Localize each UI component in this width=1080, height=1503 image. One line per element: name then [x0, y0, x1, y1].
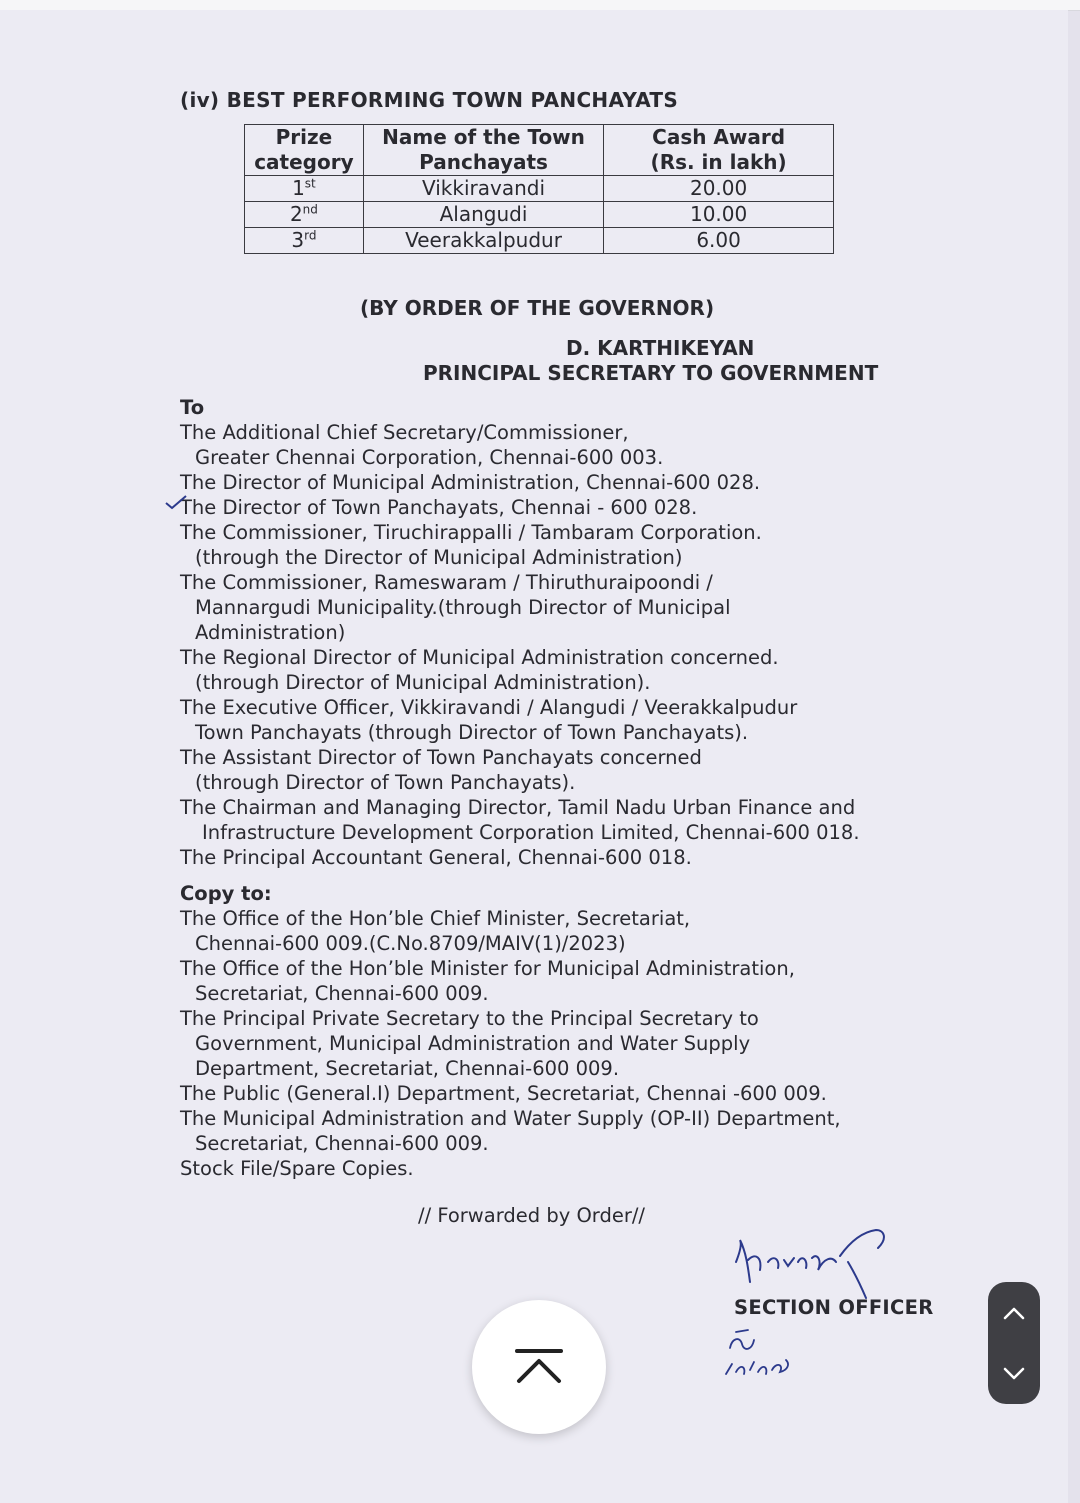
town-name-cell: Veerakkalpudur — [363, 228, 603, 254]
header-cash-award: Cash Award (Rs. in lakh) — [604, 125, 834, 176]
addressee-line: The Public (General.I) Department, Secretariat, Chennai -600 009. — [180, 1082, 827, 1105]
copy-to-addressees — [180, 881, 841, 1181]
table-header-row — [245, 125, 834, 176]
addressee-line: The Chairman and Managing Director, Tamil Nadu Urban Finance and — [180, 796, 856, 819]
addressee-line: Government, Municipal Administration and Water Supply — [195, 1032, 751, 1055]
addressee-line: The Additional Chief Secretary/Commissioner, — [180, 421, 629, 444]
to-addressees — [180, 395, 860, 870]
section-officer-label: SECTION OFFICER — [734, 1296, 934, 1319]
scroll-to-top-icon — [513, 1347, 565, 1387]
chevron-down-icon — [1003, 1367, 1025, 1381]
addressee-line: (through Director of Municipal Administration). — [195, 671, 651, 694]
addressee-line: Mannargudi Municipality.(through Director of Municipal — [195, 596, 731, 619]
town-name-cell: Vikkiravandi — [363, 176, 603, 202]
initials-and-date-mark — [722, 1326, 798, 1386]
town-name-cell: Alangudi — [363, 202, 603, 228]
prize-category-cell: 1st — [245, 176, 364, 202]
awards-table — [244, 124, 834, 254]
addressee-line: The Commissioner, Tiruchirappalli / Tambaram Corporation. — [180, 521, 762, 544]
forwarded-by-order: // Forwarded by Order// — [418, 1204, 646, 1227]
addressee-line: The Assistant Director of Town Panchayats concerned — [180, 746, 702, 769]
to-label: To — [180, 396, 205, 419]
addressee-line: The Principal Accountant General, Chennai-600 018. — [180, 846, 692, 869]
addressee-line: The Office of the Hon’ble Chief Minister, Secretariat, — [180, 907, 691, 930]
addressee-line: Stock File/Spare Copies. — [180, 1157, 414, 1180]
addressee-line: The Office of the Hon’ble Minister for Municipal Administration, — [180, 957, 795, 980]
table-row — [245, 202, 834, 228]
page-up-button[interactable] — [994, 1291, 1034, 1335]
prize-category-cell: 2nd — [245, 202, 364, 228]
signatory-title: PRINCIPAL SECRETARY TO GOVERNMENT — [423, 361, 879, 385]
signatory-name: D. KARTHIKEYAN — [566, 336, 755, 360]
addressee-line: (through the Director of Municipal Administration) — [195, 546, 683, 569]
checkmark-icon — [165, 494, 187, 512]
addressee-line: Administration) — [195, 621, 346, 644]
copy-to-label: Copy to: — [180, 882, 272, 905]
addressee-line: Greater Chennai Corporation, Chennai-600 003. — [195, 446, 664, 469]
addressee-line: (through Director of Town Panchayats). — [195, 771, 576, 794]
header-town-panchayat: Name of the Town Panchayats — [363, 125, 603, 176]
handwritten-signature — [728, 1222, 898, 1302]
addressee-line: Secretariat, Chennai-600 009. — [195, 1132, 489, 1155]
addressee-line: Town Panchayats (through Director of Town Panchayats). — [195, 721, 749, 744]
award-cell: 20.00 — [604, 176, 834, 202]
page-down-button[interactable] — [994, 1352, 1034, 1396]
addressee-line: Chennai-600 009.(C.No.8709/MAIV(1)/2023) — [195, 932, 626, 955]
table-row — [245, 228, 834, 254]
prize-category-cell: 3rd — [245, 228, 364, 254]
award-cell: 6.00 — [604, 228, 834, 254]
addressee-line: The Regional Director of Municipal Administration concerned. — [180, 646, 779, 669]
page-navigation-control — [988, 1282, 1040, 1404]
addressee-line: The Executive Officer, Vikkiravandi / Alangudi / Veerakkalpudur — [180, 696, 798, 719]
section-heading: (iv) BEST PERFORMING TOWN PANCHAYATS — [180, 88, 679, 112]
award-cell: 10.00 — [604, 202, 834, 228]
addressee-line: The Director of Municipal Administration, Chennai-600 028. — [180, 471, 761, 494]
governor-order-line: (BY ORDER OF THE GOVERNOR) — [360, 296, 715, 320]
addressee-line: The Director of Town Panchayats, Chennai - 600 028. — [180, 496, 698, 519]
table-row — [245, 176, 834, 202]
header-prize-category: Prize category — [245, 125, 364, 176]
addressee-line: Infrastructure Development Corporation Limited, Chennai-600 018. — [202, 821, 860, 844]
addressee-line: The Commissioner, Rameswaram / Thiruthuraipoondi / — [180, 571, 713, 594]
addressee-line: The Principal Private Secretary to the Principal Secretary to — [180, 1007, 759, 1030]
addressee-line: Department, Secretariat, Chennai-600 009. — [195, 1057, 620, 1080]
scroll-to-top-button[interactable] — [472, 1300, 606, 1434]
addressee-line: Secretariat, Chennai-600 009. — [195, 982, 489, 1005]
addressee-line: The Municipal Administration and Water Supply (OP-II) Department, — [180, 1107, 841, 1130]
chevron-up-icon — [1003, 1306, 1025, 1320]
